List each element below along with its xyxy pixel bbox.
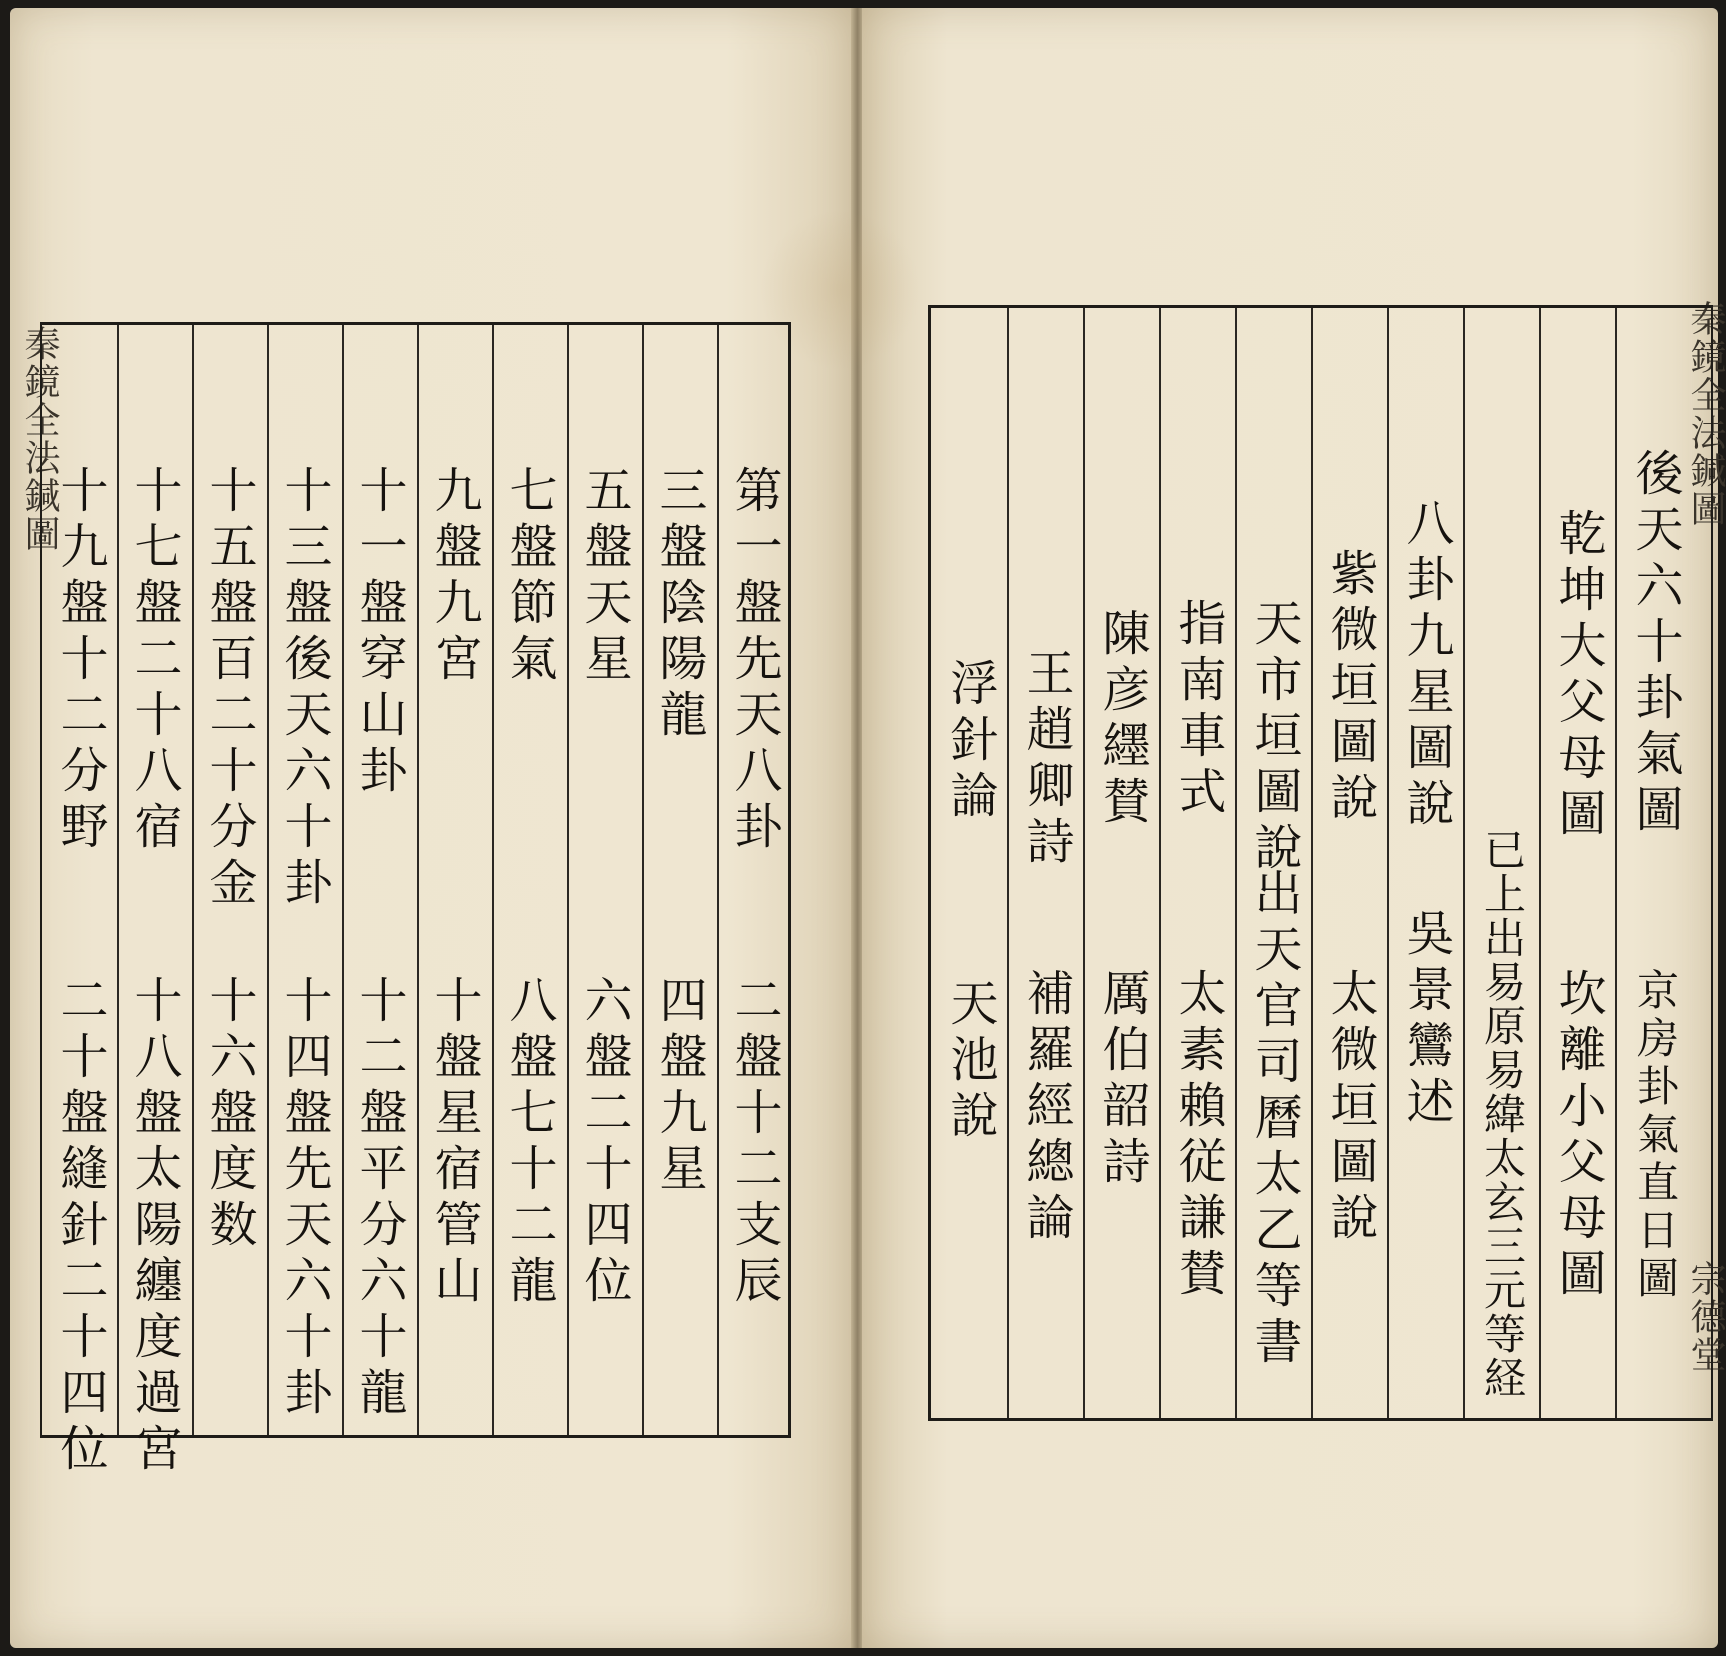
text-column bbox=[344, 325, 414, 1423]
column-upper-text: 指南車式 bbox=[1170, 598, 1226, 822]
column-upper-text: 十九盤十二分野 bbox=[52, 465, 108, 857]
column-rule bbox=[1615, 308, 1617, 1418]
text-column bbox=[194, 325, 264, 1255]
column-rule bbox=[1463, 308, 1465, 1418]
text-column bbox=[569, 325, 639, 1311]
text-column bbox=[935, 308, 1005, 1146]
column-lower-text: 十八盤太陽纏度過宮 bbox=[126, 975, 182, 1479]
text-column bbox=[1011, 308, 1081, 1248]
column-lower-text: 六盤二十四位 bbox=[576, 975, 632, 1311]
column-upper-text: 九盤九宮 bbox=[426, 465, 482, 689]
column-upper-text: 陳彦纆賛 bbox=[1094, 608, 1150, 832]
right-edge-publisher: 宗德堂 bbox=[1685, 1260, 1726, 1374]
column-lower-text: 二十盤縫針二十四位 bbox=[52, 975, 108, 1479]
column-lower-text: 坎離小父母圖 bbox=[1550, 968, 1606, 1304]
column-upper-text: 三盤陰陽龍 bbox=[651, 465, 707, 745]
right-text-frame bbox=[928, 305, 1713, 1421]
column-upper-text: 浮針論 bbox=[942, 658, 998, 826]
text-column bbox=[45, 325, 115, 1479]
column-rule bbox=[1083, 308, 1085, 1418]
text-column bbox=[1620, 308, 1690, 1304]
text-column bbox=[269, 325, 339, 1423]
column-upper-text: 第一盤先天八卦 bbox=[726, 465, 782, 857]
text-column bbox=[1391, 308, 1461, 1132]
column-upper-text: 七盤節氣 bbox=[501, 465, 557, 689]
column-lower-text: 八盤七十二龍 bbox=[501, 975, 557, 1311]
text-column bbox=[1239, 308, 1309, 1372]
column-lower-text: 太微垣圖說 bbox=[1322, 968, 1378, 1248]
column-rule bbox=[1159, 308, 1161, 1418]
column-upper-text: 紫微垣圖說 bbox=[1322, 548, 1378, 828]
column-upper-text: 八卦九星圖說 bbox=[1398, 498, 1454, 834]
text-column bbox=[1315, 308, 1385, 1248]
column-upper-text: 十五盤百二十分金 bbox=[201, 465, 257, 913]
text-column bbox=[1087, 308, 1157, 1192]
right-edge-title: 秦鏡全法鍼圖 bbox=[1685, 300, 1726, 528]
text-column bbox=[1467, 308, 1537, 1400]
text-column bbox=[1163, 308, 1233, 1304]
column-rule bbox=[1387, 308, 1389, 1418]
text-column bbox=[1543, 308, 1613, 1304]
column-upper-text: 後天六十卦氣圖 bbox=[1627, 448, 1683, 840]
column-rule bbox=[1007, 308, 1009, 1418]
text-column bbox=[719, 325, 789, 1311]
column-upper-text: 五盤天星 bbox=[576, 465, 632, 689]
column-lower-text: 補羅經總論 bbox=[1018, 968, 1074, 1248]
left-edge-title: 秦鏡全法鍼圖 bbox=[19, 325, 60, 553]
column-lower-text: 十二盤平分六十龍 bbox=[351, 975, 407, 1423]
text-column bbox=[119, 325, 189, 1479]
column-upper-text: 十三盤後天六十卦 bbox=[276, 465, 332, 913]
left-text-frame bbox=[40, 322, 791, 1479]
column-lower-text: 吳景鸞述 bbox=[1398, 908, 1454, 1132]
column-lower-text: 京房卦氣直日圖 bbox=[1631, 968, 1680, 1304]
column-lower-text: 二盤十二支辰 bbox=[726, 975, 782, 1311]
column-upper-text: 十七盤二十八宿 bbox=[126, 465, 182, 857]
column-upper-text: 乾坤大父母圖 bbox=[1550, 508, 1606, 844]
text-column bbox=[419, 325, 489, 1311]
column-rule bbox=[1311, 308, 1313, 1418]
column-lower-text: 已上出易原易緯太玄三元等経 bbox=[1478, 828, 1527, 1400]
column-upper-text: 王趙卿詩 bbox=[1018, 648, 1074, 872]
column-lower-text: 出天官司曆太乙等書 bbox=[1246, 868, 1302, 1372]
text-column bbox=[494, 325, 564, 1311]
column-rule bbox=[1235, 308, 1237, 1418]
column-rule bbox=[1539, 308, 1541, 1418]
column-lower-text: 天池說 bbox=[942, 978, 998, 1146]
column-upper-text: 十一盤穿山卦 bbox=[351, 465, 407, 801]
column-lower-text: 十六盤度数 bbox=[201, 975, 257, 1255]
column-lower-text: 太素賴従謙賛 bbox=[1170, 968, 1226, 1304]
column-lower-text: 十盤星宿管山 bbox=[426, 975, 482, 1311]
column-lower-text: 四盤九星 bbox=[651, 975, 707, 1199]
column-lower-text: 十四盤先天六十卦 bbox=[276, 975, 332, 1423]
column-upper-text: 天市垣圖說 bbox=[1246, 598, 1302, 878]
text-column bbox=[644, 325, 714, 1199]
column-lower-text: 厲伯韶詩 bbox=[1094, 968, 1150, 1192]
